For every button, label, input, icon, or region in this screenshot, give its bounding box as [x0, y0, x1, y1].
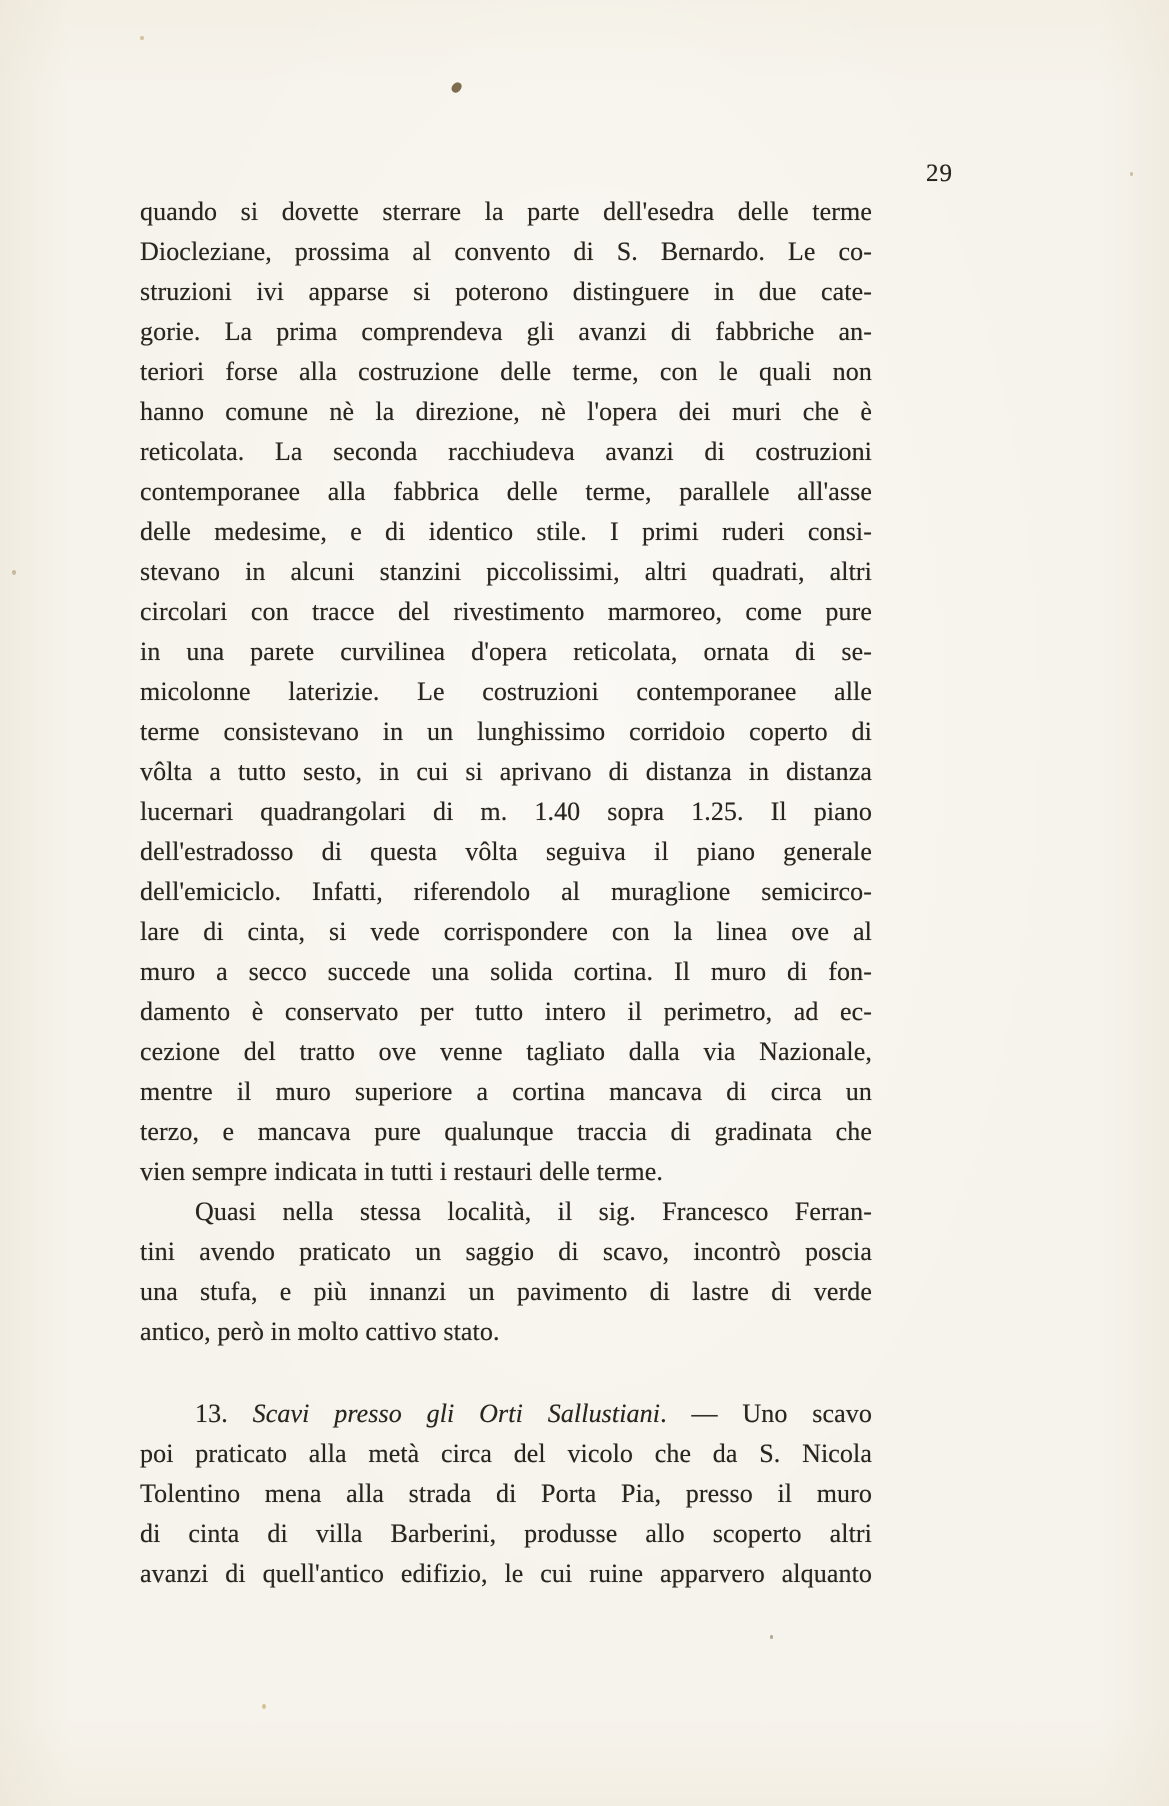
- text-line: avanzi di quell'antico edifizio, le cui ruine apparvero alquanto: [140, 1559, 872, 1588]
- text-line: contemporanee alla fabbrica delle terme, parallele all'asse: [140, 477, 872, 506]
- page-number: 29: [926, 160, 953, 187]
- text-line: gorie. La prima comprendeva gli avanzi di fabbriche an-: [140, 317, 872, 346]
- text-line: dell'estradosso di questa vôlta seguiva il piano generale: [140, 837, 872, 866]
- scan-speck: [770, 1635, 773, 1639]
- text-line: circolari con tracce del rivestimento marmoreo, come pure: [140, 597, 872, 626]
- paragraph-orti-sallustiani: [140, 1394, 872, 1594]
- text-line: terme consistevano in un lunghissimo corridoio coperto di: [140, 717, 872, 746]
- text-line: reticolata. La seconda racchiudeva avanzi di costruzioni: [140, 437, 872, 466]
- text-line: vien sempre indicata in tutti i restauri delle terme.: [140, 1157, 663, 1186]
- ink-speck: [450, 81, 463, 95]
- paragraph-gap: [140, 1352, 872, 1394]
- section-title-italic: Scavi presso gli Orti Sallustiani: [252, 1399, 661, 1428]
- text-line: lare di cinta, si vede corrispondere con la linea ove al: [140, 917, 872, 946]
- text-line: hanno comune nè la direzione, nè l'opera dei muri che è: [140, 397, 872, 426]
- text-line: mentre il muro superiore a cortina mancava di circa un: [140, 1077, 872, 1106]
- text-line: Diocleziane, prossima al convento di S. Bernardo. Le co-: [140, 237, 872, 266]
- text-line: stevano in alcuni stanzini piccolissimi, altri quadrati, altri: [140, 557, 872, 586]
- text-line: struzioni ivi apparse si poterono distinguere in due cate-: [140, 277, 872, 306]
- text-line: una stufa, e più innanzi un pavimento di lastre di verde: [140, 1277, 872, 1306]
- scan-speck: [140, 36, 144, 40]
- text-line: vôlta a tutto sesto, in cui si aprivano di distanza in distanza: [140, 757, 872, 786]
- text-line: cezione del tratto ove venne tagliato dalla via Nazionale,: [140, 1037, 872, 1066]
- text-line: quando si dovette sterrare la parte dell'esedra delle terme: [140, 197, 872, 226]
- section-lead-tail: . — Uno scavo: [660, 1399, 873, 1428]
- text-line: terzo, e mancava pure qualunque traccia di gradinata che: [140, 1117, 872, 1146]
- text-line: delle medesime, e di identico stile. I primi ruderi consi-: [140, 517, 872, 546]
- text-line: micolonne laterizie. Le costruzioni contemporanee alle: [140, 677, 872, 706]
- text-line: muro a secco succede una solida cortina. Il muro di fon-: [140, 957, 872, 986]
- text-line: teriori forse alla costruzione delle terme, con le quali non: [140, 357, 872, 386]
- scan-speck: [262, 1704, 266, 1709]
- scan-speck: [12, 570, 16, 575]
- scan-speck: [1130, 172, 1133, 176]
- paragraph-ferrantini-scavo: [140, 1192, 872, 1352]
- text-line: damento è conservato per tutto intero il perimetro, ad ec-: [140, 997, 872, 1026]
- text-line: dell'emiciclo. Infatti, riferendolo al muraglione semicirco-: [140, 877, 872, 906]
- text-line: lucernari quadrangolari di m. 1.40 sopra 1.25. Il piano: [140, 797, 872, 826]
- section-heading-line: [140, 1394, 872, 1434]
- paragraph-terme-diocleziane: [140, 192, 872, 1192]
- text-line: di cinta di villa Barberini, produsse allo scoperto altri: [140, 1519, 872, 1548]
- text-block: [140, 192, 872, 1594]
- text-line: poi praticato alla metà circa del vicolo che da S. Nicola: [140, 1439, 872, 1468]
- text-line: antico, però in molto cattivo stato.: [140, 1317, 500, 1346]
- section-number: 13.: [195, 1399, 228, 1428]
- text-line: Quasi nella stessa località, il sig. Francesco Ferran-: [195, 1197, 872, 1226]
- text-line: tini avendo praticato un saggio di scavo, incontrò poscia: [140, 1237, 872, 1266]
- text-line: Tolentino mena alla strada di Porta Pia, presso il muro: [140, 1479, 872, 1508]
- text-line: in una parete curvilinea d'opera reticolata, ornata di se-: [140, 637, 872, 666]
